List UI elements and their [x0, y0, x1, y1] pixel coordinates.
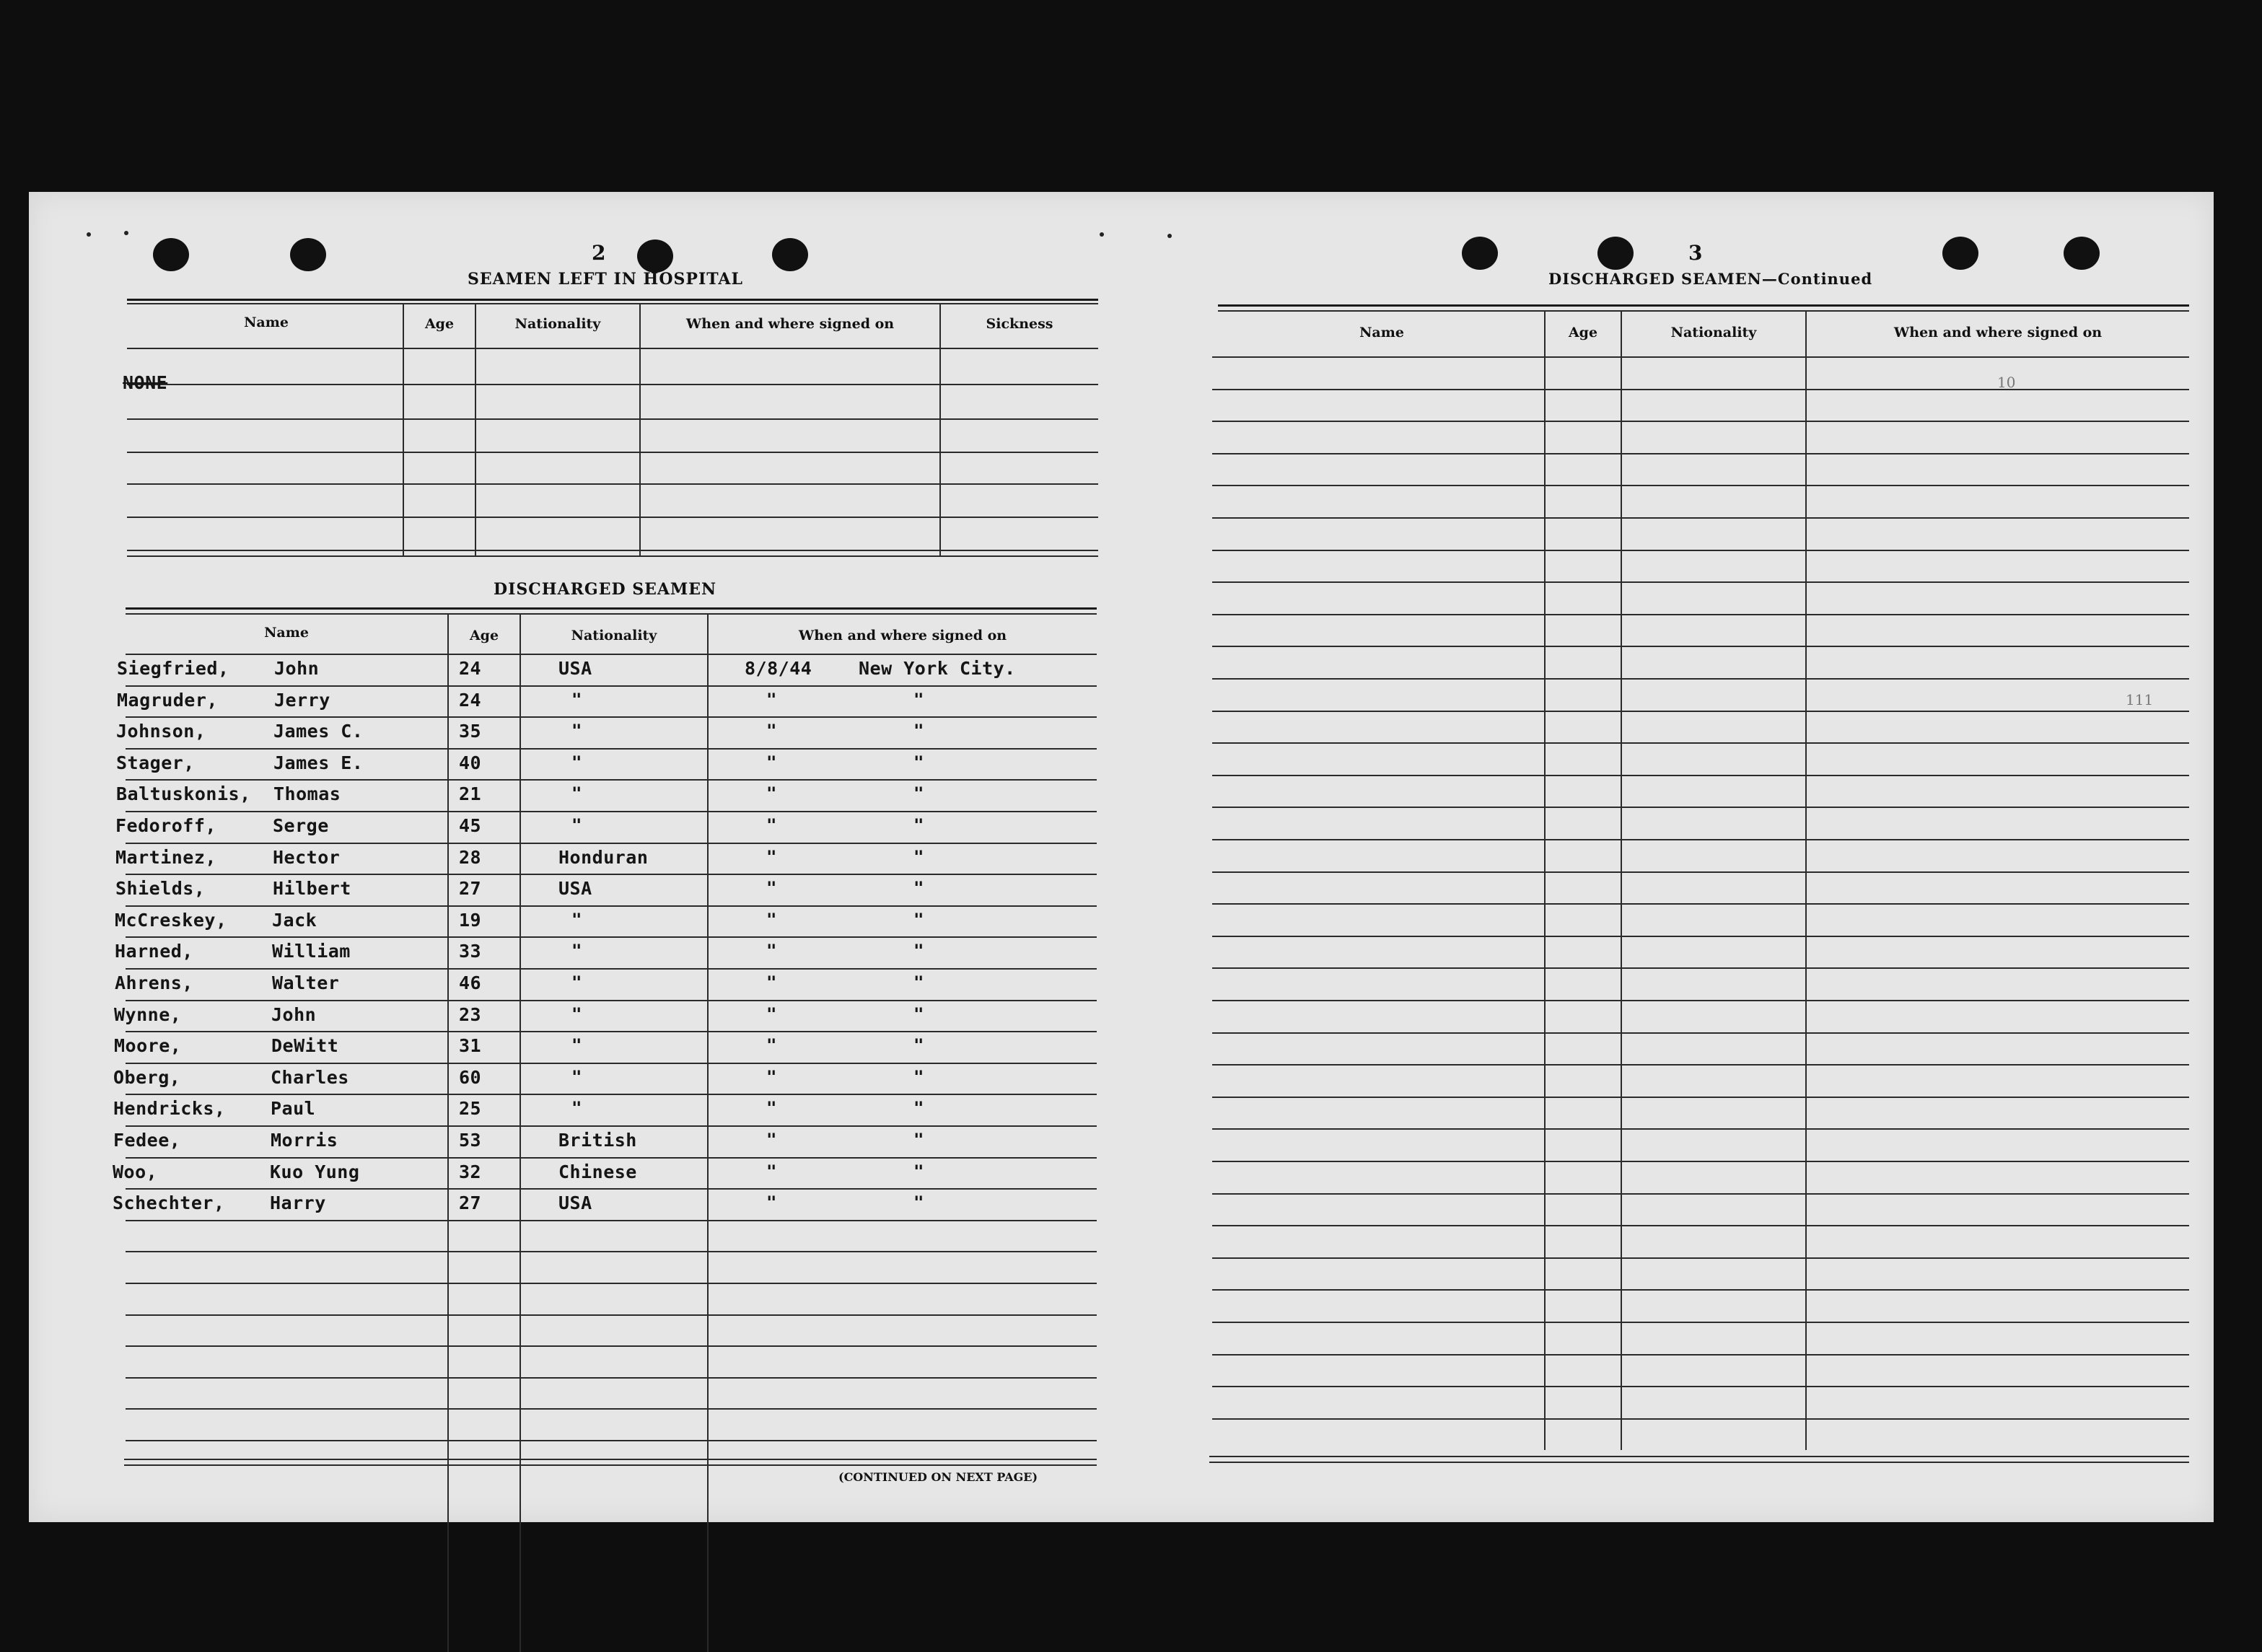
seaman-given-name: Jerry [274, 690, 330, 711]
row-rule [1212, 1289, 2189, 1291]
signed-on-date: " [766, 847, 777, 867]
row-rule [1212, 1097, 2189, 1098]
row-rule [126, 968, 1097, 970]
row-rule [1212, 807, 2189, 808]
punch-hole [1462, 237, 1498, 270]
seaman-surname: Shields, [115, 878, 206, 899]
seaman-age: 24 [459, 658, 482, 679]
dust-speck [1100, 232, 1104, 237]
row-rule [1212, 581, 2189, 583]
punch-hole [153, 238, 189, 271]
seaman-surname: Ahrens, [115, 972, 193, 993]
discharged-col-name: Name [264, 625, 309, 641]
row-rule [1212, 389, 2189, 390]
continued-note: (CONTINUED ON NEXT PAGE) [838, 1470, 1038, 1484]
row-rule [126, 654, 1097, 655]
signed-on-place: " [913, 1098, 924, 1118]
row-rule [126, 1377, 1097, 1379]
row-rule [1212, 775, 2189, 776]
seaman-nationality: Chinese [558, 1161, 637, 1182]
row-rule [1212, 550, 2189, 551]
seaman-nationality: British [558, 1130, 637, 1151]
row-rule [126, 685, 1097, 687]
dust-speck [1167, 234, 1172, 238]
seaman-nationality: " [571, 815, 582, 835]
seaman-nationality: USA [558, 1192, 592, 1213]
seaman-nationality: " [571, 972, 582, 993]
signed-on-date: " [766, 783, 777, 804]
seaman-age: 28 [459, 847, 482, 868]
signed-on-date: " [766, 1004, 777, 1024]
row-rule [126, 1157, 1097, 1159]
punch-hole [2064, 237, 2100, 270]
signed-on-place: " [913, 941, 924, 961]
signed-on-place: " [913, 910, 924, 930]
seaman-surname: Fedee, [113, 1130, 181, 1151]
seaman-nationality: " [571, 721, 582, 741]
seaman-age: 23 [459, 1004, 482, 1025]
row-rule [1212, 742, 2189, 744]
signed-on-date: " [766, 815, 777, 835]
row-rule [126, 1220, 1097, 1221]
row-rule [1212, 453, 2189, 454]
seaman-nationality: " [571, 1098, 582, 1118]
seaman-given-name: James E. [273, 752, 364, 773]
seaman-given-name: Hilbert [273, 878, 351, 899]
row-rule [1212, 421, 2189, 422]
row-rule [1212, 903, 2189, 905]
seaman-nationality: " [571, 1067, 582, 1087]
signed-on-date: " [766, 941, 777, 961]
row-rule [126, 874, 1097, 875]
page-number-right: 3 [1688, 241, 1703, 265]
row-rule [1212, 1386, 2189, 1387]
seaman-nationality: " [571, 910, 582, 930]
row-rule [126, 936, 1097, 938]
seaman-given-name: Thomas [273, 783, 341, 804]
signed-on-date: " [766, 972, 777, 993]
right-col-signed-on: When and where signed on [1893, 325, 2103, 340]
seaman-given-name: Morris [271, 1130, 338, 1151]
row-rule [1212, 967, 2189, 969]
signed-on-place: " [913, 1161, 924, 1182]
row-rule [126, 1094, 1097, 1095]
signed-on-date: " [766, 1130, 777, 1150]
punch-hole [290, 238, 326, 271]
row-rule [126, 1063, 1097, 1064]
seaman-surname: Johnson, [116, 721, 206, 742]
discharged-col-signed-on: When and where signed on [798, 628, 1007, 643]
row-rule [1212, 1322, 2189, 1323]
row-rule [1212, 646, 2189, 647]
row-rule [1212, 1225, 2189, 1226]
hospital-col-signed-on: When and where signed on [685, 316, 895, 332]
row-rule [126, 1408, 1097, 1410]
punch-hole [637, 240, 673, 273]
seaman-age: 27 [459, 878, 482, 899]
seaman-given-name: Jack [272, 910, 317, 931]
seaman-surname: Baltuskonis, [116, 783, 251, 804]
seaman-nationality: " [571, 690, 582, 710]
seaman-given-name: John [271, 1004, 317, 1025]
signed-on-place: " [913, 690, 924, 710]
row-rule [1212, 711, 2189, 712]
punch-hole [1597, 237, 1634, 270]
seaman-surname: Woo, [113, 1161, 158, 1182]
seaman-given-name: Harry [270, 1192, 326, 1213]
row-rule [126, 1440, 1097, 1441]
seaman-age: 32 [459, 1161, 482, 1182]
row-rule [1212, 1032, 2189, 1034]
row-rule [126, 905, 1097, 907]
seaman-surname: Harned, [115, 941, 193, 962]
seaman-given-name: Paul [271, 1098, 316, 1119]
seaman-surname: Magruder, [117, 690, 218, 711]
seaman-given-name: DeWitt [271, 1035, 339, 1056]
seaman-given-name: William [272, 941, 351, 962]
row-rule [126, 1031, 1097, 1032]
right-section-title: DISCHARGED SEAMEN—Continued [1548, 270, 1873, 288]
seaman-surname: Wynne, [114, 1004, 182, 1025]
right-col-nationality: Nationality [1670, 325, 1757, 340]
row-rule [1212, 1000, 2189, 1001]
row-rule [1212, 936, 2189, 937]
seaman-age: 46 [459, 972, 482, 993]
seaman-age: 19 [459, 910, 482, 931]
signed-on-place: New York City. [859, 658, 1016, 679]
row-rule [126, 748, 1097, 750]
signed-on-place: " [913, 815, 924, 835]
seaman-age: 35 [459, 721, 482, 742]
signed-on-date: 8/8/44 [745, 658, 812, 679]
seaman-nationality: Honduran [558, 847, 649, 868]
signed-on-date: " [766, 1192, 777, 1213]
seaman-surname: Moore, [114, 1035, 182, 1056]
signed-on-place: " [913, 847, 924, 867]
seaman-age: 40 [459, 752, 482, 773]
signed-on-place: " [913, 783, 924, 804]
seaman-surname: Hendricks, [113, 1098, 226, 1119]
row-rule [126, 779, 1097, 781]
signed-on-date: " [766, 910, 777, 930]
seaman-surname: Martinez, [115, 847, 216, 868]
row-rule [126, 1000, 1097, 1001]
discharged-col-age: Age [469, 628, 499, 643]
row-rule [126, 1188, 1097, 1190]
row-rule [126, 843, 1097, 844]
right-col-age: Age [1568, 325, 1598, 340]
row-rule [126, 1125, 1097, 1127]
seaman-age: 60 [459, 1067, 482, 1088]
seaman-nationality: USA [558, 878, 592, 899]
seaman-given-name: John [274, 658, 320, 679]
signed-on-place: " [913, 1130, 924, 1150]
seaman-nationality: " [571, 783, 582, 804]
signed-on-date: " [766, 752, 777, 773]
stray-mark: 10 [1997, 374, 2016, 391]
punch-hole [772, 238, 808, 271]
signed-on-date: " [766, 1098, 777, 1118]
signed-on-place: " [913, 878, 924, 898]
seaman-age: 24 [459, 690, 482, 711]
seaman-surname: Schechter, [113, 1192, 225, 1213]
seaman-surname: Siegfried, [117, 658, 229, 679]
hospital-col-nationality: Nationality [514, 316, 601, 332]
signed-on-date: " [766, 690, 777, 710]
signed-on-place: " [913, 1192, 924, 1213]
seaman-given-name: Charles [271, 1067, 349, 1088]
row-rule [1212, 871, 2189, 873]
row-rule [1212, 1193, 2189, 1195]
hospital-section-title: SEAMEN LEFT IN HOSPITAL [468, 270, 743, 289]
signed-on-place: " [913, 1067, 924, 1087]
signed-on-place: " [913, 721, 924, 741]
row-rule [1212, 356, 2189, 358]
signed-on-place: " [913, 1004, 924, 1024]
row-rule [126, 811, 1097, 812]
seaman-nationality: USA [558, 658, 592, 679]
seaman-nationality: " [571, 941, 582, 961]
seaman-given-name: James C. [273, 721, 364, 742]
seaman-age: 25 [459, 1098, 482, 1119]
seaman-surname: Stager, [116, 752, 195, 773]
punch-hole [1942, 237, 1978, 270]
seaman-age: 45 [459, 815, 482, 836]
discharged-section-title: DISCHARGED SEAMEN [494, 580, 717, 599]
row-rule [1212, 517, 2189, 519]
seaman-surname: Oberg, [113, 1067, 181, 1088]
hospital-col-name: Name [244, 315, 289, 330]
hospital-col-sickness: Sickness [986, 316, 1053, 332]
page-number-left: 2 [592, 241, 606, 265]
seaman-surname: Fedoroff, [115, 815, 216, 836]
signed-on-date: " [766, 878, 777, 898]
signed-on-date: " [766, 1067, 777, 1087]
signed-on-place: " [913, 1035, 924, 1055]
signed-on-date: " [766, 721, 777, 741]
hospital-col-age: Age [424, 316, 455, 332]
seaman-given-name: Hector [273, 847, 341, 868]
right-col-name: Name [1359, 325, 1404, 340]
row-rule [1212, 1064, 2189, 1066]
row-rule [126, 1283, 1097, 1284]
row-rule [1212, 1161, 2189, 1162]
seaman-age: 27 [459, 1192, 482, 1213]
row-rule [126, 1314, 1097, 1316]
row-rule [126, 716, 1097, 718]
seaman-age: 33 [459, 941, 482, 962]
row-rule [1212, 1128, 2189, 1130]
row-rule [1212, 1257, 2189, 1259]
row-rule [1212, 1354, 2189, 1356]
discharged-col-nationality: Nationality [571, 628, 657, 643]
document-sheet [29, 192, 2214, 1522]
signed-on-place: " [913, 752, 924, 773]
seaman-surname: McCreskey, [115, 910, 227, 931]
row-rule [126, 1345, 1097, 1347]
seaman-nationality: " [571, 752, 582, 773]
row-rule [1212, 678, 2189, 680]
signed-on-date: " [766, 1035, 777, 1055]
seaman-nationality: " [571, 1035, 582, 1055]
signed-on-place: " [913, 972, 924, 993]
dust-speck [124, 231, 128, 235]
hospital-entry-none: NONE [123, 372, 168, 393]
row-rule [1212, 614, 2189, 615]
row-rule [1212, 485, 2189, 486]
seaman-nationality: " [571, 1004, 582, 1024]
seaman-age: 31 [459, 1035, 482, 1056]
seaman-given-name: Serge [273, 815, 329, 836]
seaman-given-name: Kuo Yung [270, 1161, 360, 1182]
signed-on-date: " [766, 1161, 777, 1182]
row-rule [1212, 839, 2189, 840]
row-rule [1212, 1418, 2189, 1420]
row-rule [126, 1251, 1097, 1252]
dust-speck [87, 232, 91, 237]
stray-mark: 111 [2126, 691, 2154, 708]
seaman-age: 53 [459, 1130, 482, 1151]
seaman-age: 21 [459, 783, 482, 804]
seaman-given-name: Walter [272, 972, 340, 993]
